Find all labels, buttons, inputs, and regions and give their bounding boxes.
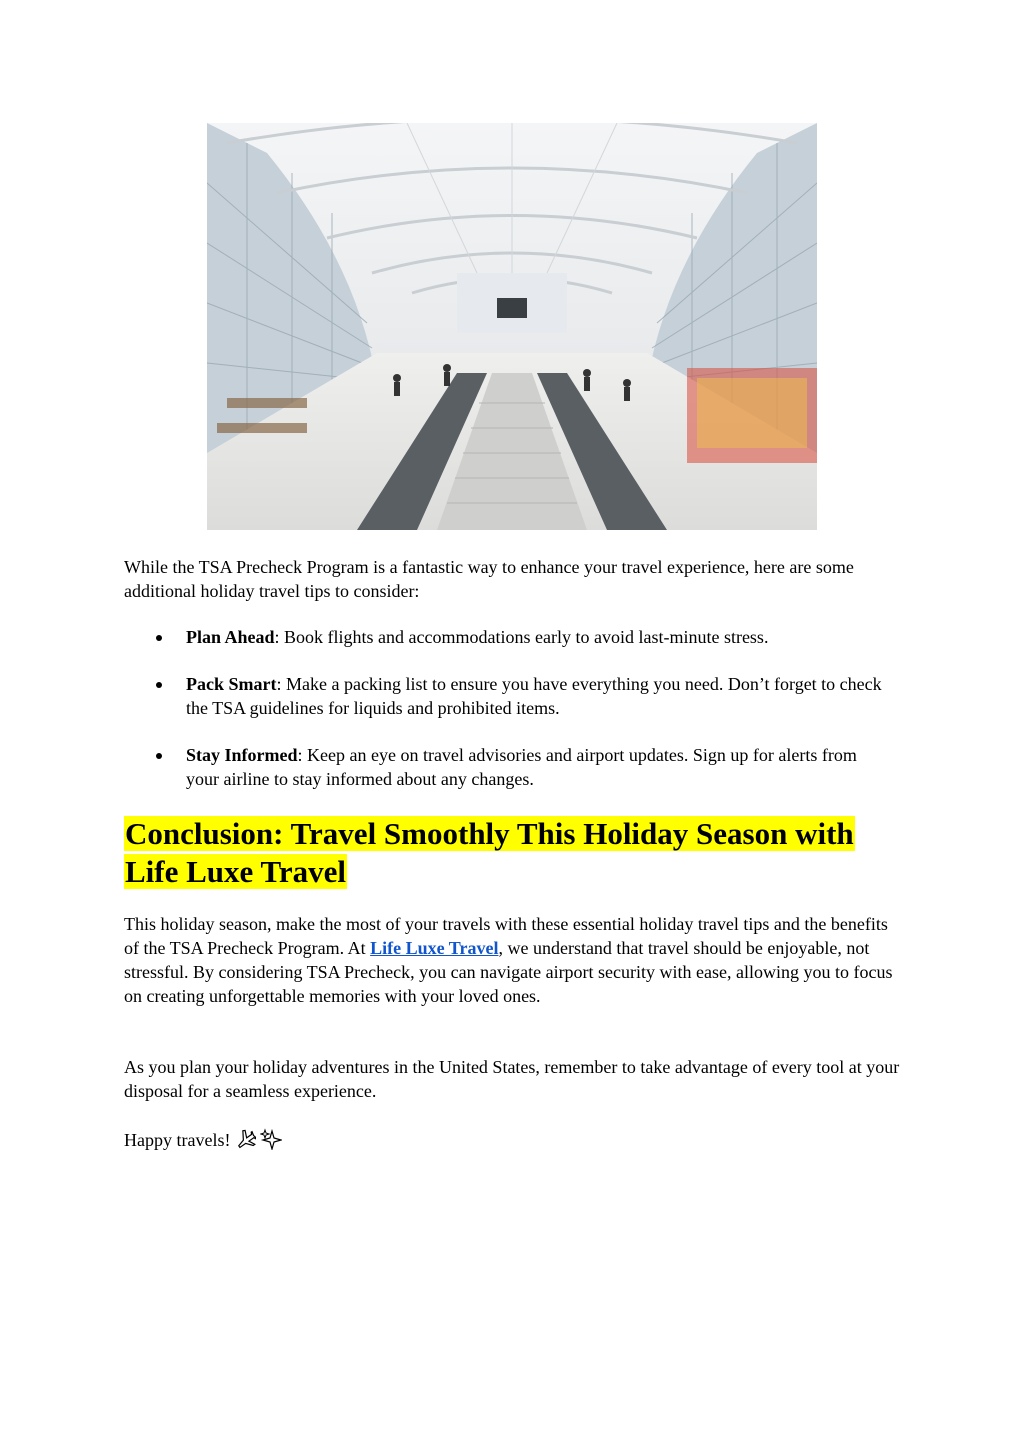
sparkles-icon: [260, 1128, 282, 1156]
airport-terminal-photo: [207, 123, 817, 530]
bullet-icon: [156, 682, 162, 688]
highlighted-heading-text: Conclusion: Travel Smoothly This Holiday Season with Life Luxe Travel: [125, 816, 854, 889]
list-item: [124, 625, 884, 649]
bullet-icon: [156, 635, 162, 641]
tip-title: Pack Smart: [186, 674, 277, 694]
closing-text: Happy travels!: [124, 1130, 231, 1150]
intro-paragraph: While the TSA Precheck Program is a fantastic way to enhance your travel experience, here are some additional holiday travel tips to consider:: [124, 557, 854, 601]
tip-title: Plan Ahead: [186, 627, 275, 647]
advice-paragraph: As you plan your holiday adventures in the United States, remember to take advantage of every tool at your disposal for a seamless experience.: [124, 1057, 900, 1101]
conclusion-text-after-link: , we understand that travel should be enjoyable, not stressful. By considering TSA Precheck, you can navigate airport security with ease, allowing you to focus on creating unforgettable memories with your loved ones.: [124, 938, 893, 1006]
airplane-icon: [234, 1128, 256, 1156]
tip-title: Stay Informed: [186, 745, 298, 765]
tips-list: [124, 625, 884, 814]
tip-text: : Keep an eye on travel advisories and airport updates. Sign up for alerts from your airline to stay informed about any changes.: [186, 745, 857, 789]
tip-text: : Book flights and accommodations early to avoid last-minute stress.: [274, 627, 769, 647]
life-luxe-travel-link[interactable]: Life Luxe Travel: [370, 938, 499, 958]
conclusion-heading: [124, 815, 884, 891]
tip-text: : Make a packing list to ensure you have everything you need. Don’t forget to check the TSA guidelines for liquids and prohibited items.: [186, 674, 882, 718]
conclusion-paragraph: [124, 912, 904, 1008]
closing-line: [124, 1128, 904, 1156]
list-item: [124, 743, 884, 791]
bullet-icon: [156, 753, 162, 759]
list-item: [124, 672, 884, 720]
conclusion-text-before-link: This holiday season, make the most of your travels with these essential holiday travel tips and the benefits of the TSA Precheck Program. At: [124, 914, 888, 958]
